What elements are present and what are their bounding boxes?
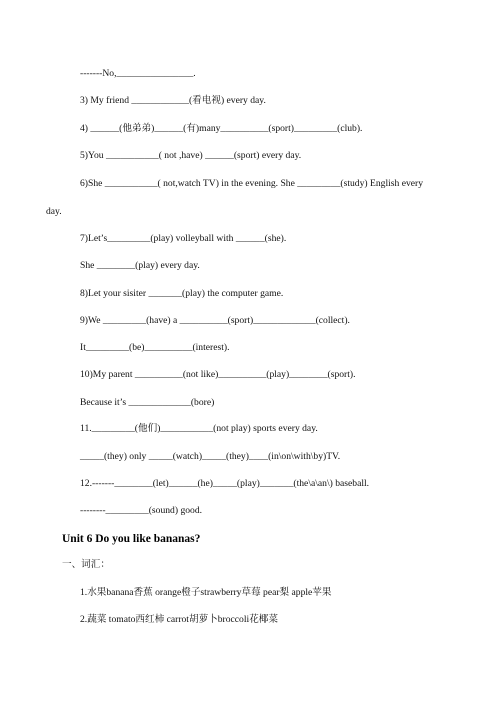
vocab-line-2: 2.蔬菜 tomato西红柿 carrot胡萝卜broccoli花椰菜 xyxy=(80,614,278,625)
exercise-line-9: 9)We _________(have) a __________(sport)_____________(collect). xyxy=(80,315,350,326)
vocab-line-1: 1.水果banana香蕉 orange橙子strawberry草莓 pear梨 apple苹果 xyxy=(80,587,332,598)
exercise-line-11: 11._________(他们)___________(not play) sports every day. xyxy=(80,423,318,434)
exercise-line-3: 3) My friend ____________(看电视) every day. xyxy=(80,95,266,106)
exercise-line-10: 10)My parent __________(not like)__________(play)________(sport). xyxy=(80,369,356,380)
exercise-line-6: 6)She ___________( not,watch TV) in the evening. She _________(study) English every xyxy=(80,178,424,189)
exercise-line-12: 12.-------________(let)______(he)_____(play)_______(the\a\an\) baseball. xyxy=(80,478,370,489)
exercise-line-11b: _____(they) only _____(watch)_____(they)____(in\on\with\by)TV. xyxy=(80,451,341,462)
exercise-line-8: 8)Let your sisiter _______(play) the computer game. xyxy=(80,288,284,299)
exercise-line-12b: --------_________(sound) good. xyxy=(80,505,203,516)
exercise-line-5: 5)You ___________( not ,have) ______(sport) every day. xyxy=(80,150,302,161)
unit-title: Unit 6 Do you like bananas? xyxy=(62,533,201,545)
exercise-line-6-wrap: day. xyxy=(46,206,62,217)
exercise-line-4: 4) ______(他弟弟)______(有)many__________(sport)_________(club). xyxy=(80,123,363,134)
exercise-line-7: 7)Let’s_________(play) volleyball with ______(she). xyxy=(80,233,287,244)
exercise-line-10b: Because it’s _____________(bore) xyxy=(80,397,215,408)
section-label: 一、词汇： xyxy=(62,559,110,570)
exercise-line-7b: She ________(play) every day. xyxy=(80,260,200,271)
answer-line: -------No,________________. xyxy=(80,68,196,79)
exercise-line-9b: It_________(be)__________(interest). xyxy=(80,342,230,353)
